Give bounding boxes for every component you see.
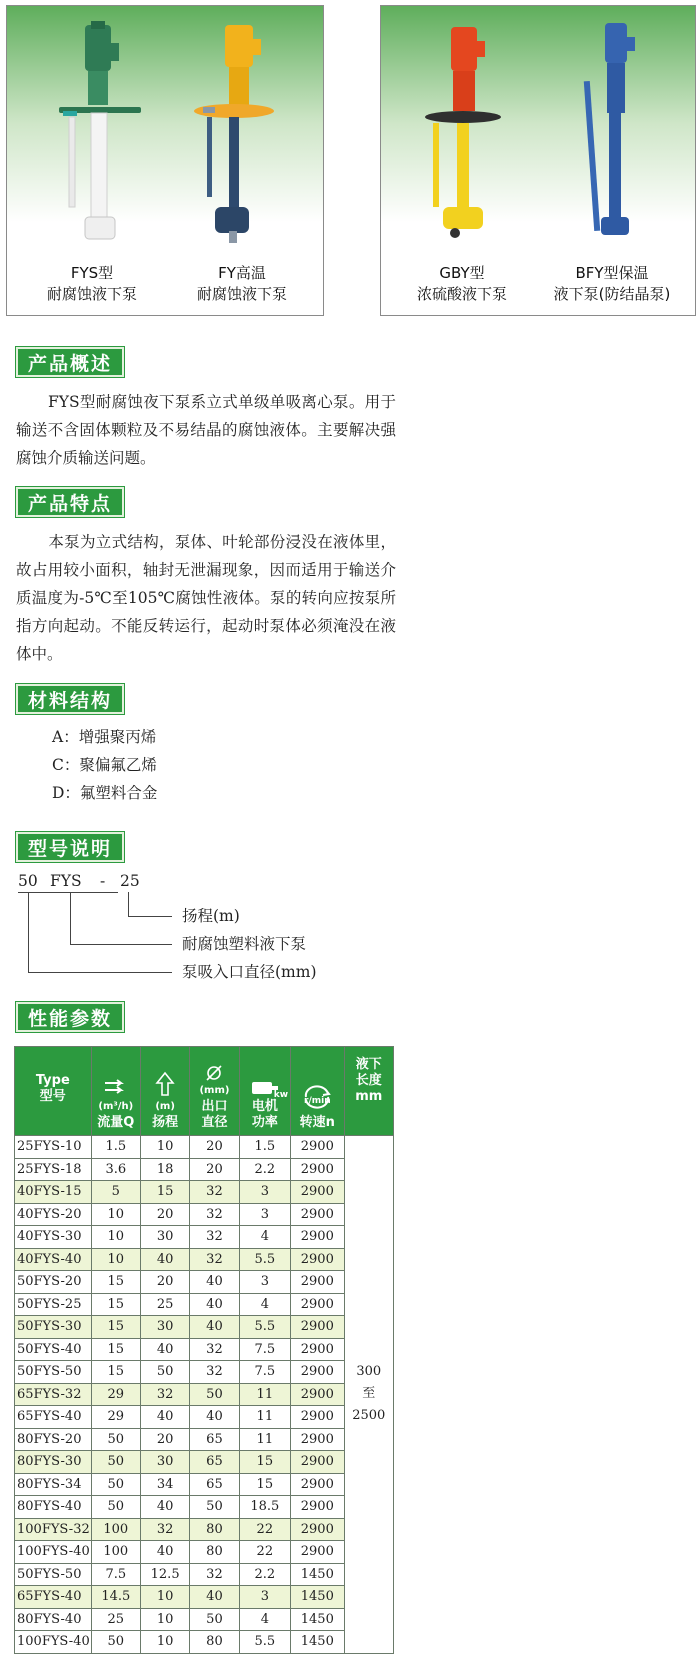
cell-h: 15 bbox=[140, 1181, 189, 1204]
cell-p: 15 bbox=[239, 1451, 290, 1474]
cell-d: 40 bbox=[190, 1406, 239, 1429]
header-length bbox=[344, 1047, 393, 1136]
cell-p: 22 bbox=[239, 1541, 290, 1564]
overview-text bbox=[16, 388, 396, 472]
table-row bbox=[15, 1451, 394, 1474]
cell-n: 1450 bbox=[291, 1586, 345, 1609]
model-line-type-h bbox=[70, 944, 172, 945]
cell-d: 50 bbox=[190, 1496, 239, 1519]
table-row bbox=[15, 1136, 394, 1159]
cell-p: 15 bbox=[239, 1473, 290, 1496]
cell-p: 1.5 bbox=[239, 1136, 290, 1159]
bfy-pump-image bbox=[567, 21, 657, 251]
material-item-a: A：增强聚丙烯 bbox=[52, 728, 157, 746]
cell-p: 5.5 bbox=[239, 1248, 290, 1271]
cell-type: 50FYS-20 bbox=[15, 1271, 92, 1294]
cell-q: 15 bbox=[91, 1271, 140, 1294]
table-row bbox=[15, 1428, 394, 1451]
model-heading: 型号说明 bbox=[16, 832, 124, 862]
cell-q: 29 bbox=[91, 1383, 140, 1406]
up-arrow-icon bbox=[155, 1071, 175, 1097]
cell-d: 40 bbox=[190, 1586, 239, 1609]
cell-type: 100FYS-40 bbox=[15, 1631, 92, 1654]
table-row bbox=[15, 1608, 394, 1631]
length-to-word: 至 bbox=[362, 1386, 376, 1402]
gby-caption bbox=[387, 263, 537, 305]
cell-p: 4 bbox=[239, 1226, 290, 1249]
table-row bbox=[15, 1338, 394, 1361]
cell-type: 50FYS-40 bbox=[15, 1338, 92, 1361]
cell-p: 11 bbox=[239, 1428, 290, 1451]
performance-heading: 性能参数 bbox=[16, 1002, 124, 1032]
cell-d: 20 bbox=[190, 1136, 239, 1159]
cell-p: 3 bbox=[239, 1203, 290, 1226]
cell-h: 32 bbox=[140, 1383, 189, 1406]
cell-q: 50 bbox=[91, 1473, 140, 1496]
model-desc-head: 扬程(m) bbox=[182, 907, 240, 925]
bfy-caption bbox=[537, 263, 687, 305]
table-row bbox=[15, 1248, 394, 1271]
cell-d: 32 bbox=[190, 1181, 239, 1204]
gby-caption-line2: 浓硫酸液下泵 bbox=[416, 285, 507, 303]
cell-n: 2900 bbox=[291, 1293, 345, 1316]
header-power-cn2: 功率 bbox=[251, 1115, 278, 1130]
cell-h: 50 bbox=[140, 1361, 189, 1384]
cell-type: 100FYS-40 bbox=[15, 1541, 92, 1564]
cell-type: 80FYS-40 bbox=[15, 1608, 92, 1631]
cell-p: 3 bbox=[239, 1586, 290, 1609]
cell-q: 7.5 bbox=[91, 1563, 140, 1586]
header-speed-unit: r/min bbox=[304, 1096, 331, 1106]
cell-h: 30 bbox=[140, 1226, 189, 1249]
model-line-size-h bbox=[28, 972, 172, 973]
material-item-c: C：聚偏氟乙烯 bbox=[52, 756, 157, 774]
cell-h: 30 bbox=[140, 1316, 189, 1339]
cell-h: 20 bbox=[140, 1271, 189, 1294]
cell-p: 4 bbox=[239, 1293, 290, 1316]
cell-h: 18 bbox=[140, 1158, 189, 1181]
cell-p: 2.2 bbox=[239, 1158, 290, 1181]
length-to: 2500 bbox=[352, 1408, 386, 1424]
table-row bbox=[15, 1226, 394, 1249]
cell-d: 32 bbox=[190, 1203, 239, 1226]
model-line-head-h bbox=[128, 916, 172, 917]
cell-d: 32 bbox=[190, 1248, 239, 1271]
cell-p: 5.5 bbox=[239, 1316, 290, 1339]
cell-type: 25FYS-10 bbox=[15, 1136, 92, 1159]
cell-h: 30 bbox=[140, 1451, 189, 1474]
cell-p: 7.5 bbox=[239, 1361, 290, 1384]
cell-q: 5 bbox=[91, 1181, 140, 1204]
cell-n: 2900 bbox=[291, 1518, 345, 1541]
cell-h: 34 bbox=[140, 1473, 189, 1496]
table-row bbox=[15, 1518, 394, 1541]
cell-type: 80FYS-40 bbox=[15, 1496, 92, 1519]
header-type bbox=[15, 1047, 92, 1136]
cell-q: 10 bbox=[91, 1226, 140, 1249]
cell-n: 1450 bbox=[291, 1631, 345, 1654]
cell-type: 65FYS-40 bbox=[15, 1586, 92, 1609]
model-desc-type: 耐腐蚀塑料液下泵 bbox=[182, 935, 307, 953]
fy-caption-line1: FY高温 bbox=[218, 264, 266, 282]
cell-h: 20 bbox=[140, 1203, 189, 1226]
cell-d: 40 bbox=[190, 1316, 239, 1339]
cell-q: 15 bbox=[91, 1338, 140, 1361]
cell-type: 50FYS-50 bbox=[15, 1361, 92, 1384]
table-row bbox=[15, 1563, 394, 1586]
cell-n: 2900 bbox=[291, 1203, 345, 1226]
performance-table-body bbox=[15, 1136, 394, 1654]
cell-p: 3 bbox=[239, 1181, 290, 1204]
cell-q: 14.5 bbox=[91, 1586, 140, 1609]
table-header-row bbox=[15, 1047, 394, 1136]
cell-p: 11 bbox=[239, 1383, 290, 1406]
cell-h: 40 bbox=[140, 1541, 189, 1564]
product-panel-left bbox=[6, 5, 324, 316]
cell-n: 2900 bbox=[291, 1361, 345, 1384]
table-row bbox=[15, 1631, 394, 1654]
cell-type: 100FYS-32 bbox=[15, 1518, 92, 1541]
header-power-cn1: 电机 bbox=[251, 1099, 278, 1114]
header-len-cn1: 液下 bbox=[355, 1057, 382, 1072]
header-speed bbox=[291, 1047, 345, 1136]
cell-n: 2900 bbox=[291, 1428, 345, 1451]
cell-p: 18.5 bbox=[239, 1496, 290, 1519]
cell-q: 3.6 bbox=[91, 1158, 140, 1181]
cell-q: 10 bbox=[91, 1248, 140, 1271]
overview-text-content: FYS型耐腐蚀夜下泵系立式单级单吸离心泵。用于输送不含固体颗粒及不易结晶的腐蚀液体。主要解决强腐蚀介质输送问题。 bbox=[16, 393, 396, 467]
model-line-head-v bbox=[128, 892, 129, 916]
cell-n: 2900 bbox=[291, 1338, 345, 1361]
model-code-head: 25 bbox=[120, 872, 140, 890]
cell-q: 15 bbox=[91, 1316, 140, 1339]
cell-n: 2900 bbox=[291, 1496, 345, 1519]
header-power bbox=[239, 1047, 290, 1136]
features-text-content: 本泵为立式结构，泵体、叶轮部份浸没在液体里，故占用较小面积，轴封无泄漏现象，因而适用于输送介质温度为-5℃至105℃腐蚀性液体。泵的转向应按泵所指方向起动。不能反转运行，起动时泵体必须淹没在液体中。 bbox=[16, 533, 396, 663]
model-underline bbox=[18, 892, 118, 893]
diameter-icon bbox=[204, 1065, 224, 1081]
header-type-en: Type bbox=[35, 1073, 70, 1088]
cell-type: 50FYS-25 bbox=[15, 1293, 92, 1316]
header-dia-cn2: 直径 bbox=[201, 1115, 228, 1130]
cell-q: 50 bbox=[91, 1496, 140, 1519]
table-row bbox=[15, 1541, 394, 1564]
model-desc-size: 泵吸入口直径(mm) bbox=[182, 963, 317, 981]
cell-h: 12.5 bbox=[140, 1563, 189, 1586]
cell-n: 2900 bbox=[291, 1541, 345, 1564]
cell-n: 2900 bbox=[291, 1451, 345, 1474]
overview-heading: 产品概述 bbox=[16, 347, 124, 377]
header-head-cn: 扬程 bbox=[152, 1115, 179, 1130]
model-line-type-v bbox=[70, 892, 71, 944]
fys-caption-line1: FYS型 bbox=[70, 264, 114, 282]
table-row bbox=[15, 1586, 394, 1609]
header-flow-cn: 流量Q bbox=[97, 1115, 135, 1130]
cell-p: 2.2 bbox=[239, 1563, 290, 1586]
cell-type: 25FYS-18 bbox=[15, 1158, 92, 1181]
cell-d: 50 bbox=[190, 1608, 239, 1631]
header-head bbox=[140, 1047, 189, 1136]
cell-n: 2900 bbox=[291, 1158, 345, 1181]
material-item-d: D：氟塑料合金 bbox=[52, 784, 158, 802]
cell-h: 20 bbox=[140, 1428, 189, 1451]
cell-type: 40FYS-20 bbox=[15, 1203, 92, 1226]
cell-d: 32 bbox=[190, 1338, 239, 1361]
cell-h: 32 bbox=[140, 1518, 189, 1541]
cell-d: 32 bbox=[190, 1361, 239, 1384]
table-row bbox=[15, 1473, 394, 1496]
features-text bbox=[16, 528, 396, 668]
cell-h: 10 bbox=[140, 1136, 189, 1159]
header-len-unit: mm bbox=[355, 1089, 383, 1104]
cell-type: 40FYS-15 bbox=[15, 1181, 92, 1204]
cell-h: 10 bbox=[140, 1586, 189, 1609]
cell-q: 100 bbox=[91, 1518, 140, 1541]
table-row bbox=[15, 1383, 394, 1406]
table-row bbox=[15, 1406, 394, 1429]
cell-d: 80 bbox=[190, 1518, 239, 1541]
cell-q: 100 bbox=[91, 1541, 140, 1564]
cell-d: 40 bbox=[190, 1271, 239, 1294]
header-dia-cn1: 出口 bbox=[201, 1099, 228, 1114]
gby-caption-line1: GBY型 bbox=[439, 264, 485, 282]
cell-q: 15 bbox=[91, 1293, 140, 1316]
cell-d: 20 bbox=[190, 1158, 239, 1181]
cell-h: 25 bbox=[140, 1293, 189, 1316]
header-speed-cn: 转速n bbox=[299, 1115, 335, 1130]
model-code-size: 50 bbox=[18, 872, 38, 890]
fys-pump-image bbox=[55, 21, 145, 251]
cell-n: 2900 bbox=[291, 1226, 345, 1249]
flow-icon bbox=[103, 1079, 129, 1097]
cell-q: 25 bbox=[91, 1608, 140, 1631]
cell-n: 2900 bbox=[291, 1271, 345, 1294]
table-row bbox=[15, 1496, 394, 1519]
cell-n: 2900 bbox=[291, 1473, 345, 1496]
cell-type: 80FYS-20 bbox=[15, 1428, 92, 1451]
model-code-type: FYS bbox=[50, 872, 82, 890]
fy-pump-image bbox=[189, 21, 279, 251]
materials-heading: 材料结构 bbox=[16, 684, 124, 714]
cell-d: 65 bbox=[190, 1428, 239, 1451]
cell-q: 50 bbox=[91, 1451, 140, 1474]
table-row bbox=[15, 1203, 394, 1226]
fy-caption bbox=[167, 263, 317, 305]
cell-type: 65FYS-40 bbox=[15, 1406, 92, 1429]
cell-type: 50FYS-50 bbox=[15, 1563, 92, 1586]
cell-length-range bbox=[344, 1136, 393, 1654]
bfy-caption-line2: 液下泵(防结晶泵) bbox=[553, 285, 671, 303]
cell-n: 2900 bbox=[291, 1406, 345, 1429]
cell-h: 40 bbox=[140, 1248, 189, 1271]
table-row bbox=[15, 1271, 394, 1294]
table-row bbox=[15, 1293, 394, 1316]
header-head-unit: (m) bbox=[155, 1101, 175, 1112]
header-diameter bbox=[190, 1047, 239, 1136]
gby-pump-image bbox=[407, 21, 507, 251]
model-code-separator: - bbox=[100, 872, 106, 890]
cell-d: 32 bbox=[190, 1563, 239, 1586]
cell-h: 40 bbox=[140, 1338, 189, 1361]
cell-p: 4 bbox=[239, 1608, 290, 1631]
table-row bbox=[15, 1361, 394, 1384]
cell-q: 50 bbox=[91, 1631, 140, 1654]
cell-d: 80 bbox=[190, 1631, 239, 1654]
cell-n: 2900 bbox=[291, 1316, 345, 1339]
table-row bbox=[15, 1181, 394, 1204]
fys-caption bbox=[17, 263, 167, 305]
header-flow bbox=[91, 1047, 140, 1136]
cell-q: 10 bbox=[91, 1203, 140, 1226]
cell-d: 40 bbox=[190, 1293, 239, 1316]
header-type-cn: 型号 bbox=[39, 1089, 66, 1104]
cell-q: 50 bbox=[91, 1428, 140, 1451]
cell-n: 2900 bbox=[291, 1181, 345, 1204]
model-line-size-v bbox=[28, 892, 29, 972]
table-row bbox=[15, 1158, 394, 1181]
cell-d: 65 bbox=[190, 1451, 239, 1474]
cell-p: 22 bbox=[239, 1518, 290, 1541]
fy-caption-line2: 耐腐蚀液下泵 bbox=[196, 285, 287, 303]
cell-type: 80FYS-34 bbox=[15, 1473, 92, 1496]
table-row bbox=[15, 1316, 394, 1339]
cell-n: 1450 bbox=[291, 1608, 345, 1631]
features-heading: 产品特点 bbox=[16, 487, 124, 517]
cell-p: 11 bbox=[239, 1406, 290, 1429]
performance-table bbox=[14, 1046, 394, 1654]
cell-p: 5.5 bbox=[239, 1631, 290, 1654]
header-dia-unit: (mm) bbox=[199, 1085, 230, 1096]
cell-n: 1450 bbox=[291, 1563, 345, 1586]
cell-n: 2900 bbox=[291, 1248, 345, 1271]
cell-type: 80FYS-30 bbox=[15, 1451, 92, 1474]
length-from: 300 bbox=[356, 1364, 382, 1380]
header-power-unit: kw bbox=[273, 1090, 289, 1100]
cell-h: 40 bbox=[140, 1406, 189, 1429]
bfy-caption-line1: BFY型保温 bbox=[575, 264, 649, 282]
cell-type: 65FYS-32 bbox=[15, 1383, 92, 1406]
cell-p: 3 bbox=[239, 1271, 290, 1294]
cell-q: 29 bbox=[91, 1406, 140, 1429]
cell-h: 40 bbox=[140, 1496, 189, 1519]
cell-q: 15 bbox=[91, 1361, 140, 1384]
product-panel-right bbox=[380, 5, 696, 316]
cell-h: 10 bbox=[140, 1608, 189, 1631]
cell-h: 10 bbox=[140, 1631, 189, 1654]
cell-n: 2900 bbox=[291, 1383, 345, 1406]
cell-d: 50 bbox=[190, 1383, 239, 1406]
cell-p: 7.5 bbox=[239, 1338, 290, 1361]
cell-q: 1.5 bbox=[91, 1136, 140, 1159]
cell-d: 80 bbox=[190, 1541, 239, 1564]
fys-caption-line2: 耐腐蚀液下泵 bbox=[46, 285, 137, 303]
cell-type: 40FYS-30 bbox=[15, 1226, 92, 1249]
cell-type: 40FYS-40 bbox=[15, 1248, 92, 1271]
cell-d: 32 bbox=[190, 1226, 239, 1249]
header-len-cn2: 长度 bbox=[355, 1073, 382, 1088]
header-flow-unit: (m³/h) bbox=[98, 1101, 134, 1112]
cell-n: 2900 bbox=[291, 1136, 345, 1159]
cell-d: 65 bbox=[190, 1473, 239, 1496]
cell-type: 50FYS-30 bbox=[15, 1316, 92, 1339]
